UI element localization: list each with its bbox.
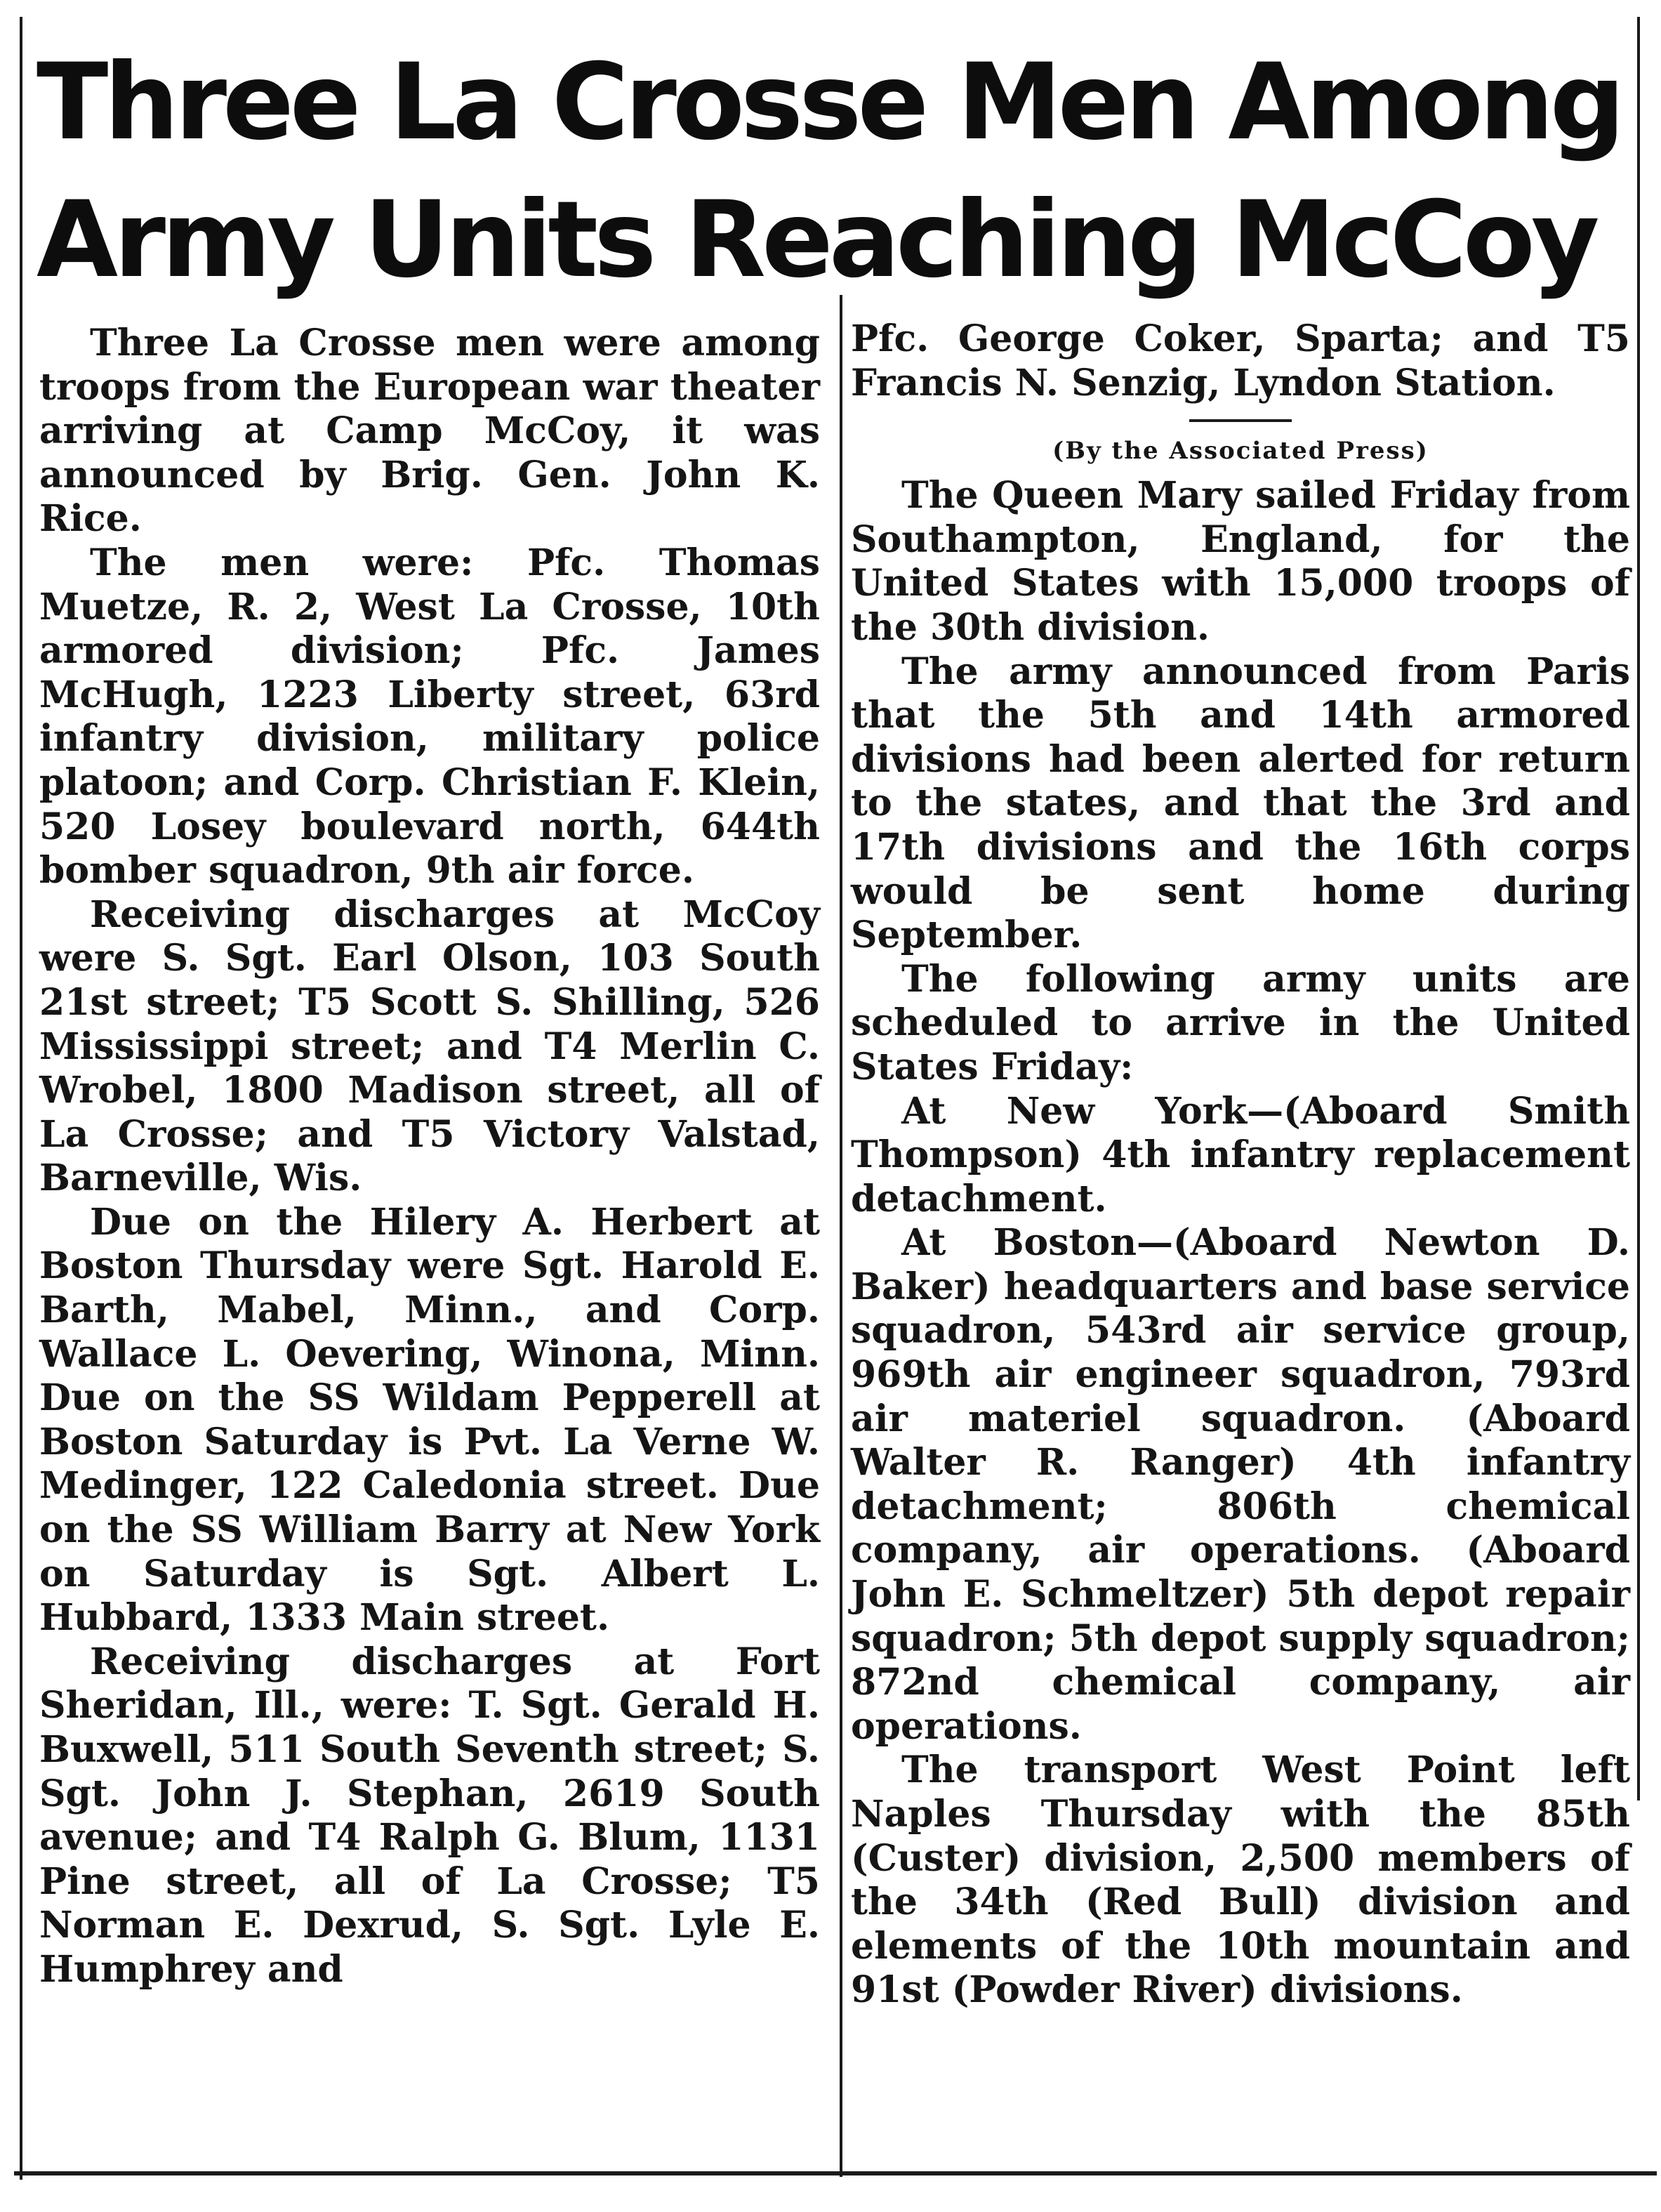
bottom-border-rule bbox=[14, 2171, 1657, 2175]
paragraph: The men were: Pfc. Thomas Muetze, R. 2, West La Crosse, 10th armored division; Pfc. James McHugh, 1223 Liberty street, 63rd infantry division, military police platoon; and Corp. Christian F. Klein, 520 Losey boulevard north, 644th bomber squadron, 9th air force. bbox=[39, 541, 820, 893]
left-border-rule bbox=[20, 17, 22, 2180]
paragraph: Receiving discharges at Fort Sheridan, Ill., were: T. Sgt. Gerald H. Buxwell, 511 South Seventh street; S. Sgt. John J. Stephan, 2619 South avenue; and T4 Ralph G. Blum, 1131 Pine street, all of La Crosse; T5 Norman E. Dexrud, S. Sgt. Lyle E. Humphrey and bbox=[39, 1640, 820, 1991]
headline-line-2: Army Units Reaching McCoy bbox=[37, 179, 1596, 301]
headline bbox=[37, 34, 1623, 309]
section-divider bbox=[1189, 419, 1292, 422]
left-column bbox=[39, 322, 820, 1992]
paragraph: The transport West Point left Naples Thursday with the 85th (Custer) division, 2,500 members of the 34th (Red Bull) division and elements of the 10th mountain and 91st (Powder River) divisions. bbox=[851, 1749, 1630, 2012]
paragraph: Three La Crosse men were among troops from the European war theater arriving at Camp McCoy, it was announced by Brig. Gen. John K. Rice. bbox=[39, 322, 820, 541]
paragraph: The army announced from Paris that the 5th and 14th armored divisions had been alerted for return to the states, and that the 3rd and 17th divisions and the 16th corps would be sent home during September. bbox=[851, 650, 1630, 957]
paragraph: At New York—(Aboard Smith Thompson) 4th infantry replacement detachment. bbox=[851, 1089, 1630, 1220]
right-border-rule bbox=[1637, 17, 1640, 1800]
continued-paragraph: Pfc. George Coker, Sparta; and T5 Francis N. Senzig, Lyndon Station. bbox=[851, 317, 1630, 404]
paragraph: The following army units are scheduled to arrive in the United States Friday: bbox=[851, 957, 1630, 1088]
headline-line-1: Three La Crosse Men Among bbox=[37, 41, 1622, 164]
paragraph: The Queen Mary sailed Friday from Southampton, England, for the United States with 15,000 troops of the 30th division. bbox=[851, 474, 1630, 649]
paragraph: Receiving discharges at McCoy were S. Sgt. Earl Olson, 103 South 21st street; T5 Scott S. Shilling, 526 Mississippi street; and T4 Merlin C. Wrobel, 1800 Madison street, all of La Crosse; and T5 Victory Valstad, Barneville, Wis. bbox=[39, 893, 820, 1200]
paragraph: Due on the Hilery A. Herbert at Boston Thursday were Sgt. Harold E. Barth, Mabel, Minn., and Corp. Wallace L. Oevering, Winona, Minn. Due on the SS Wildam Pepperell at Boston Saturday is Pvt. La Verne W. Medinger, 122 Caledonia street. Due on the SS William Barry at New York on Saturday is Sgt. Albert L. Hubbard, 1333 Main street. bbox=[39, 1200, 820, 1640]
dateline: (By the Associated Press) bbox=[1052, 437, 1429, 466]
column-divider-rule bbox=[840, 295, 842, 2177]
paragraph: At Boston—(Aboard Newton D. Baker) headquarters and base service squadron, 543rd air service group, 969th air engineer squadron, 793rd air materiel squadron. (Aboard Walter R. Ranger) 4th infantry detachment; 806th chemical company, air operations. (Aboard John E. Schmeltzer) 5th depot repair squadron; 5th depot supply squadron; 872nd chemical company, air operations. bbox=[851, 1221, 1630, 1748]
right-column bbox=[851, 317, 1630, 2013]
